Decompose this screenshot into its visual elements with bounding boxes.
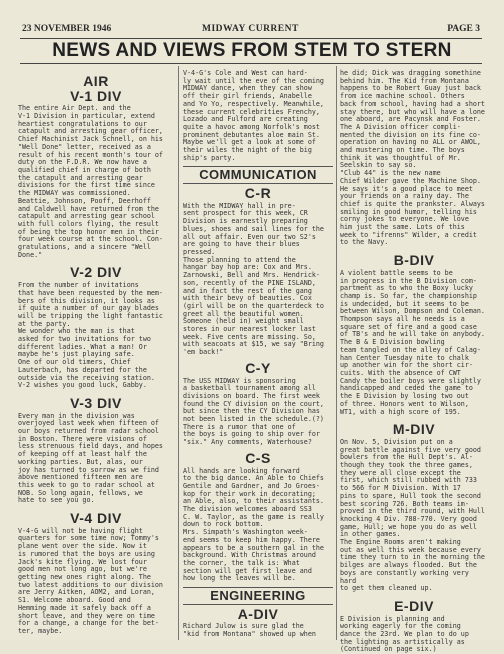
section-heading-c-s: C-S bbox=[245, 449, 271, 466]
page-number: PAGE 3 bbox=[447, 24, 480, 34]
article-a-div-continued: he did; Dick was dragging somethine behind him. The Kid from Montana happens to be Robert Guay just back from ice machine school. Others back from school, having had a short stay there, but who will have a lone one aboard, are Pacynsk and Foster. The A Division officer compli- mented the division on its fine co- operation on having no ALL or AWOL, and mustering on time. The boys think it was thoughtful of Mr. Seelskin to say so. "Club 44" is the new name Chief Wilder gave the Machine Shop. He says it's a good place to meet your friends on a rainy day. The chief is quite the prankster. Always smiling in good humor, telling his corny jokes to everyone. We love him just the same. Lots of this week to "ifrenns" Wilder, a credit to the Navy. bbox=[340, 69, 485, 247]
article-b-div: A violent battle seems to be in progress in the B Division com- partment as to who the Boxy lucky champ is. So far, the championship is undecided, but it seems to be between Wilson, Dompson and Coleman. Thompson says all he needs is a square set of fire and a good case of TB's and he will take on anybody. The B & E Division bowling team tangled on the alley of Calag- han Center Tuesday nite to chalk up another win for the short cir- cuits. With the absence of CWT Candy the boiler boys were slightly handicapped and ceded the game to the E Division by losing two out of three. Honors went to Wilson, WT1, with a high score of 195. bbox=[340, 268, 485, 416]
article-c-r: With the MIDWAY hall in pre- sent prospect for this week, CR Division is earnestly preparing blues, shoes and sail lines for the all out affair. Even our two S2's are going to have their blues pressed. Those planning to attend the hangar bay hop are: Cox and Mrs. Zarnowski, Bell and Mrs. Hendrick- son, recently of the PINE ISLAND, and in fact the rest of the gang with their bevy of beauties. Cox (girl will be on the quarterdeck to greet all the beautiful women. Someone (held in) weight small stores in our nearest locker last week. Five cents are missing. So, with seacoats at $15, we say "Bring 'em back!" bbox=[183, 201, 324, 357]
page-header bbox=[22, 24, 480, 38]
section-heading-m-div: M-DIV bbox=[392, 421, 436, 438]
section-heading-communication: COMMUNICATION bbox=[183, 166, 333, 184]
article-c-y: The USS MIDWAY is sponsoring a basketball tournament among all divisions on board. The first week found the CY division on the court, but since then the CY Division has not been listed in the schedule.(?) There is a rumor that one of the boys is going to ship over for "six." Any comments, Waterhouse? bbox=[183, 376, 324, 447]
section-heading-c-r: C-R bbox=[244, 185, 272, 202]
paper-name: MIDWAY CURRENT bbox=[202, 24, 299, 34]
article-v3-div: Every man in the division was overjoyed last week when fifteen of our boys returned from radar school in Boston. There were visions of less strenuous field days, and hopes of keeping off at least half the working parties. But, alas, our joy has turned to sorrow as we find above mentioned fifteen men are this week to go to radar school at NOB. So long again, fellows, we hate to see you go. bbox=[18, 411, 163, 505]
section-heading-v4-div: V-4 DIV bbox=[70, 510, 122, 527]
column-1 bbox=[18, 66, 174, 640]
article-c-s: All hands are looking forward to the big dance. An Able to Chiefs Gentile and Gardner, and Jo Groes- kop for their work in decorating; an Able, also, to their assistants. The division welcomes aboard SS3 C. W. Taylor, as the game is really down to rock bottom. Mrs. Simpath's Washington week- end seems to keep him happy. There appears to be a southern gal in the background. With Christmas around the corner, the talk is: What section will get first leave and how long the leaves will be. bbox=[183, 466, 324, 583]
section-heading-v2-div: V-2 DIV bbox=[70, 264, 122, 281]
section-heading-b-div: B-DIV bbox=[393, 252, 435, 269]
section-heading-air: AIR bbox=[83, 73, 109, 89]
banner-rule bbox=[20, 63, 482, 64]
article-v4-div: V-4-G will not be having flight quarters for some time now; Tommy's plane went over the side. Now it is rumored that the boys are using Jack's kite flying. We lost four good men not long ago, but we're getting new ones right along. The two latest additions to our division are Jerry Aitken, AOM2, and Loran, S1. Welcome aboard. Good and Hemming made it safely back off a short leave, and they were on time for a change, a change for the bet- ter, maybe. bbox=[18, 526, 163, 635]
column-divider bbox=[178, 66, 179, 640]
section-heading-engineering: ENGINEERING bbox=[183, 587, 333, 605]
section-heading-a-div: A-DIV bbox=[237, 605, 279, 622]
section-heading-e-div: E-DIV bbox=[394, 597, 434, 614]
article-v4-continued: V-4-G's Cole and West can hard- ly wait until the eve of the coming MIDWAY dance, when they can show off their girl friends, Anabelle and Yo Yo, respectively. Meanwhile, these current celebrities Frenchy, Lozado and Fulford are creating quite a havoc among Norfolk's most prominent debutantes aloe main St. Maybe we'll get a look at some of their wiles the night of the big ship's party. bbox=[183, 69, 324, 162]
section-heading-v3-div: V-3 DIV bbox=[70, 394, 122, 411]
article-a-div: Richard Julow is sure glad the "kid from Montana" showed up when bbox=[183, 622, 316, 639]
section-heading-c-y: C-Y bbox=[245, 359, 271, 376]
column-divider bbox=[336, 66, 337, 640]
article-v2-div: From the number of invitations that have been requested by the mem- bers of this division, it looks as if quite a number of our gay blades will be tripping the light fantastic at the party. We wonder who the man is that asked for two invitations for two different ladies. What a man! Or maybe he's just playing safe. One of our old timers, Chief Lauterbach, has departed for the outside via the receiving station. V-2 wishes you good luck, Gabby. bbox=[18, 281, 163, 390]
page-banner: NEWS AND VIEWS FROM STEM TO STERN bbox=[52, 40, 452, 61]
column-2 bbox=[183, 66, 333, 640]
article-e-div: E Division is planning and working eagerly for the coming dance the 23rd. We plan to do up the lighting as artistically as (Continued on page six.) bbox=[340, 614, 469, 654]
section-heading-v1-div: V-1 DIV bbox=[70, 87, 122, 104]
article-m-div: On Nov. 5, Division put on a great battle against five very good bowlers from the Hull Dept's. Al- though they took the three games, they were all close except the first, which still rubbed with 733 to 566 for M Division. With 17 pins to spare, Hull took the second best scoring 726. Both teams im- proved in the third round, with Hull knocking 4 Div. 788-770. Very good game, Hull; we hope you do as well in other games. The Engine Rooms aren't making out as well this week because every time they turn to in the morning the bilges are always flooded. But the boys are constantly working very hard to get them cleaned up. bbox=[340, 437, 485, 593]
article-v1-div: The entire Air Dept. and the V-1 Division in particular, extend heartiest congratulations to our catapult and arresting gear officer, Chief Machinist Jack Schnell, on his "Well Done" letter, received as a result of his recent month's tour of duty on the F.D.R. We now have a qualified chief in charge of both the catapult and arresting gear divisions for the first time since the MIDWAY was commissioned. Beattie, Johnson, Pooff, Deerhoff and Caldwell have returned from the catapult and arresting gear school with full colors flying, the result of being the top honor men in their four week course at the school. Con- gratulations, and a sincere "Well Done." bbox=[18, 104, 163, 259]
header-rule bbox=[20, 38, 482, 39]
column-3 bbox=[340, 66, 488, 654]
issue-date: 23 NOVEMBER 1946 bbox=[22, 24, 112, 34]
